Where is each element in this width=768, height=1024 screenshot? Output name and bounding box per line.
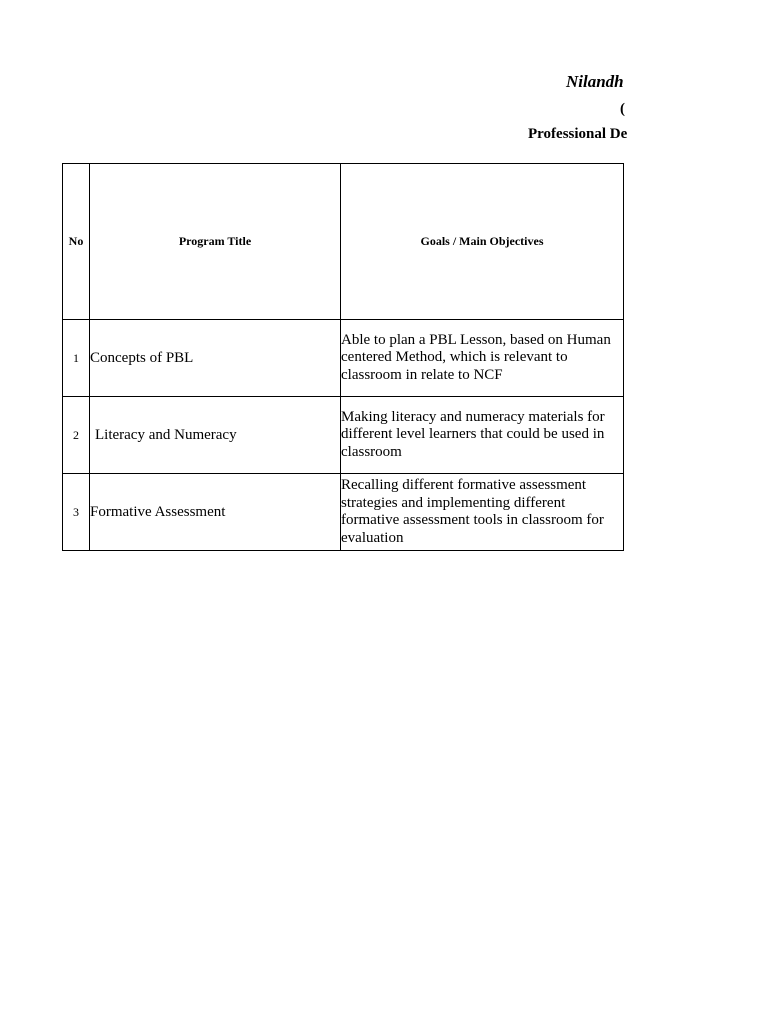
program-title-cell: Literacy and Numeracy bbox=[90, 397, 341, 474]
goal-cell: Able to plan a PBL Lesson, based on Human centered Method, which is relevant to classroom in relate to NCF bbox=[341, 320, 624, 397]
goal-cell: Recalling different formative assessment strategies and implementing different formative assessment tools in classroom for evaluation bbox=[341, 474, 624, 551]
row-number: 1 bbox=[63, 320, 90, 397]
program-title-cell: Formative Assessment bbox=[90, 474, 341, 551]
document-subtitle: ( bbox=[620, 101, 625, 117]
column-header-program-title: Program Title bbox=[90, 164, 341, 320]
table-row bbox=[63, 474, 624, 551]
table-row bbox=[63, 320, 624, 397]
goal-cell: Making literacy and numeracy materials for different level learners that could be used in classroom bbox=[341, 397, 624, 474]
row-number: 3 bbox=[63, 474, 90, 551]
row-number: 2 bbox=[63, 397, 90, 474]
school-name: Nilandh bbox=[566, 72, 624, 91]
program-title-cell: Concepts of PBL bbox=[90, 320, 341, 397]
table-row bbox=[63, 397, 624, 474]
table-header-row bbox=[63, 164, 624, 320]
column-header-goals: Goals / Main Objectives bbox=[341, 164, 624, 320]
column-header-no: No bbox=[63, 164, 90, 320]
programs-table bbox=[62, 163, 624, 551]
document-heading: Professional De bbox=[528, 126, 628, 142]
